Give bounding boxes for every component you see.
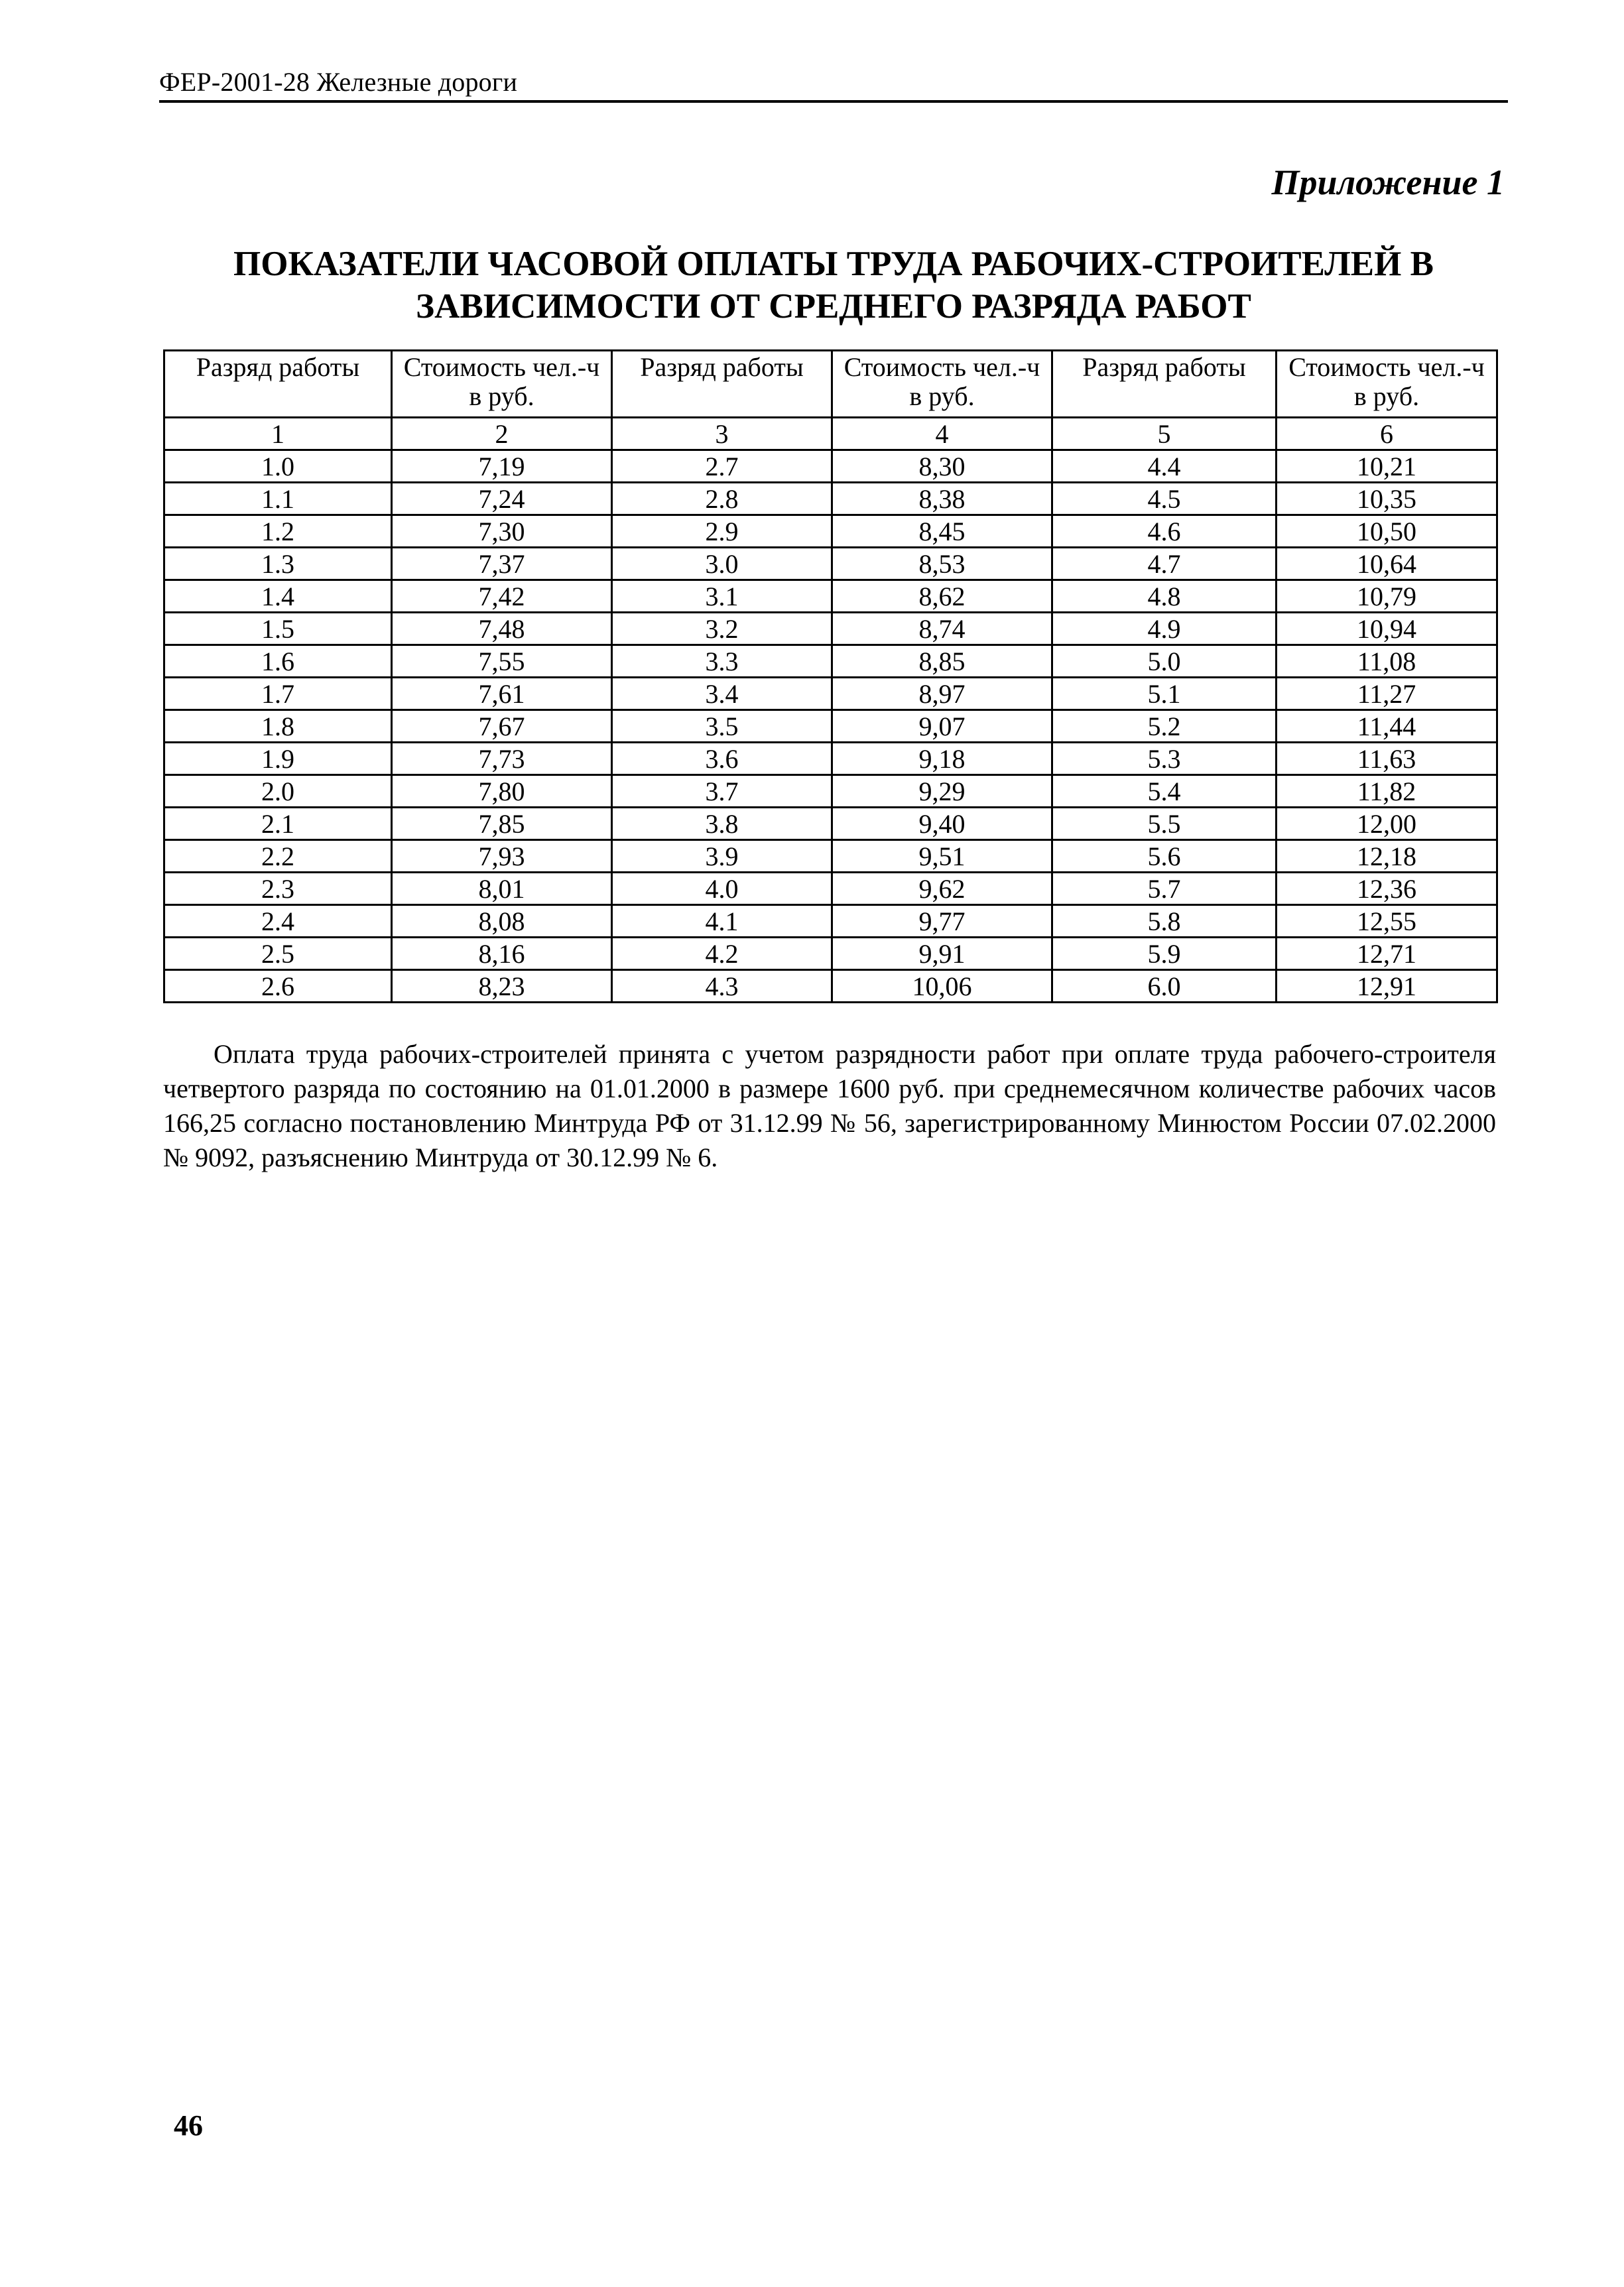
table-cell: 1.1	[164, 483, 392, 515]
table-cell: 5.6	[1052, 840, 1277, 873]
table-cell: 8,85	[832, 645, 1052, 678]
table-cell: 12,36	[1277, 873, 1497, 905]
table-cell: 4.0	[612, 873, 832, 905]
table-cell: 3.1	[612, 580, 832, 613]
table-cell: 5.8	[1052, 905, 1277, 938]
header-cell: Стоимость чел.-ч в руб.	[392, 351, 612, 418]
table-cell: 12,18	[1277, 840, 1497, 873]
table-row	[164, 840, 1497, 873]
table-cell: 3.9	[612, 840, 832, 873]
table-cell: 1.7	[164, 678, 392, 710]
table-row	[164, 743, 1497, 775]
table-cell: 3.3	[612, 645, 832, 678]
table-cell: 8,23	[392, 970, 612, 1003]
table-cell: 2.9	[612, 515, 832, 548]
table-cell: 4.4	[1052, 450, 1277, 483]
table-cell: 2.8	[612, 483, 832, 515]
table-cell: 8,62	[832, 580, 1052, 613]
table-cell: 8,30	[832, 450, 1052, 483]
page-title	[159, 243, 1508, 328]
table-cell: 3.0	[612, 548, 832, 580]
table-row	[164, 905, 1497, 938]
table-cell: 4.2	[612, 938, 832, 970]
table-cell: 10,06	[832, 970, 1052, 1003]
column-number-cell: 4	[832, 418, 1052, 450]
table-row	[164, 548, 1497, 580]
table-cell: 9,40	[832, 808, 1052, 840]
column-number-row	[164, 418, 1497, 450]
table-cell: 2.6	[164, 970, 392, 1003]
table-cell: 10,79	[1277, 580, 1497, 613]
table-cell: 8,45	[832, 515, 1052, 548]
hourly-rates-table	[163, 349, 1498, 1003]
header-cell: Разряд работы	[164, 351, 392, 418]
column-number-cell: 5	[1052, 418, 1277, 450]
table-cell: 3.5	[612, 710, 832, 743]
page-title-line-1: ПОКАЗАТЕЛИ ЧАСОВОЙ ОПЛАТЫ ТРУДА РАБОЧИХ-СТРОИТЕЛЕЙ В	[233, 245, 1434, 283]
table-cell: 11,82	[1277, 775, 1497, 808]
table-cell: 7,48	[392, 613, 612, 645]
header-cell: Разряд работы	[1052, 351, 1277, 418]
table-cell: 7,24	[392, 483, 612, 515]
table-cell: 7,85	[392, 808, 612, 840]
table-cell: 7,37	[392, 548, 612, 580]
table-header-row	[164, 351, 1497, 418]
table-cell: 1.3	[164, 548, 392, 580]
table-cell: 2.2	[164, 840, 392, 873]
table-cell: 7,19	[392, 450, 612, 483]
table-cell: 2.3	[164, 873, 392, 905]
column-number-cell: 6	[1277, 418, 1497, 450]
table-cell: 8,16	[392, 938, 612, 970]
column-number-cell: 2	[392, 418, 612, 450]
table-cell: 7,61	[392, 678, 612, 710]
table-cell: 4.1	[612, 905, 832, 938]
table-row	[164, 678, 1497, 710]
table-cell: 5.9	[1052, 938, 1277, 970]
table-cell: 7,67	[392, 710, 612, 743]
table-row	[164, 450, 1497, 483]
header-rule	[159, 100, 1508, 103]
table-cell: 8,97	[832, 678, 1052, 710]
table-cell: 12,91	[1277, 970, 1497, 1003]
page-number: 46	[174, 2109, 203, 2142]
table-row	[164, 710, 1497, 743]
table-cell: 9,62	[832, 873, 1052, 905]
table-cell: 9,29	[832, 775, 1052, 808]
table-row	[164, 613, 1497, 645]
table-cell: 1.6	[164, 645, 392, 678]
table-row	[164, 580, 1497, 613]
table-cell: 4.6	[1052, 515, 1277, 548]
header-cell: Разряд работы	[612, 351, 832, 418]
table-cell: 11,44	[1277, 710, 1497, 743]
table-cell: 5.2	[1052, 710, 1277, 743]
appendix-label: Приложение 1	[1271, 162, 1505, 202]
table-row	[164, 515, 1497, 548]
table-cell: 8,74	[832, 613, 1052, 645]
table-cell: 3.6	[612, 743, 832, 775]
table-row	[164, 808, 1497, 840]
table-cell: 10,94	[1277, 613, 1497, 645]
table-cell: 7,73	[392, 743, 612, 775]
table-cell: 2.7	[612, 450, 832, 483]
table-cell: 9,18	[832, 743, 1052, 775]
table-cell: 7,30	[392, 515, 612, 548]
table-cell: 5.4	[1052, 775, 1277, 808]
table-cell: 5.0	[1052, 645, 1277, 678]
table-row	[164, 873, 1497, 905]
column-number-cell: 3	[612, 418, 832, 450]
table-cell: 9,51	[832, 840, 1052, 873]
running-header: ФЕР-2001-28 Железные дороги	[159, 67, 518, 97]
table-cell: 10,50	[1277, 515, 1497, 548]
table-cell: 5.5	[1052, 808, 1277, 840]
table-cell: 2.4	[164, 905, 392, 938]
table-cell: 10,35	[1277, 483, 1497, 515]
table-row	[164, 970, 1497, 1003]
table-cell: 2.5	[164, 938, 392, 970]
table-cell: 5.3	[1052, 743, 1277, 775]
table-cell: 8,01	[392, 873, 612, 905]
table-cell: 3.7	[612, 775, 832, 808]
payment-note: Оплата труда рабочих-строителей принята с учетом разрядности работ при оплате труда рабочего-строителя четвертого разряда по состоянию на 01.01.2000 в размере 1600 руб. при среднемесячном количестве рабочих часов 166,25 согласно постановлению Минтруда РФ от 31.12.99 № 56, зарегистрированному Минюстом России 07.02.2000 № 9092, разъяснению Минтруда от 30.12.99 № 6.	[163, 1039, 1496, 1172]
table-cell: 2.0	[164, 775, 392, 808]
table-row	[164, 775, 1497, 808]
table-cell: 7,93	[392, 840, 612, 873]
table-cell: 4.9	[1052, 613, 1277, 645]
table-cell: 4.5	[1052, 483, 1277, 515]
header-cell: Стоимость чел.-ч в руб.	[832, 351, 1052, 418]
table-row	[164, 483, 1497, 515]
table-cell: 4.7	[1052, 548, 1277, 580]
table-cell: 9,07	[832, 710, 1052, 743]
table-row	[164, 645, 1497, 678]
table-cell: 3.8	[612, 808, 832, 840]
table-cell: 5.7	[1052, 873, 1277, 905]
table-cell: 1.5	[164, 613, 392, 645]
table-cell: 2.1	[164, 808, 392, 840]
table-cell: 1.9	[164, 743, 392, 775]
table-cell: 12,71	[1277, 938, 1497, 970]
table-cell: 7,42	[392, 580, 612, 613]
column-number-cell: 1	[164, 418, 392, 450]
table-cell: 7,80	[392, 775, 612, 808]
table-cell: 5.1	[1052, 678, 1277, 710]
table-cell: 7,55	[392, 645, 612, 678]
table-cell: 9,91	[832, 938, 1052, 970]
table-cell: 8,08	[392, 905, 612, 938]
table-cell: 11,08	[1277, 645, 1497, 678]
table-row	[164, 938, 1497, 970]
table-cell: 11,27	[1277, 678, 1497, 710]
table-cell: 12,55	[1277, 905, 1497, 938]
table-cell: 3.4	[612, 678, 832, 710]
table-cell: 4.8	[1052, 580, 1277, 613]
table-cell: 4.3	[612, 970, 832, 1003]
table-cell: 9,77	[832, 905, 1052, 938]
header-cell: Стоимость чел.-ч в руб.	[1277, 351, 1497, 418]
table-cell: 8,38	[832, 483, 1052, 515]
table-cell: 1.4	[164, 580, 392, 613]
table-cell: 1.8	[164, 710, 392, 743]
table-cell: 6.0	[1052, 970, 1277, 1003]
table-cell: 10,64	[1277, 548, 1497, 580]
table-cell: 11,63	[1277, 743, 1497, 775]
table-cell: 1.0	[164, 450, 392, 483]
table-cell: 10,21	[1277, 450, 1497, 483]
table-cell: 12,00	[1277, 808, 1497, 840]
page-title-line-2: ЗАВИСИМОСТИ ОТ СРЕДНЕГО РАЗРЯДА РАБОТ	[416, 287, 1251, 326]
table-cell: 3.2	[612, 613, 832, 645]
table-cell: 8,53	[832, 548, 1052, 580]
table-cell: 1.2	[164, 515, 392, 548]
